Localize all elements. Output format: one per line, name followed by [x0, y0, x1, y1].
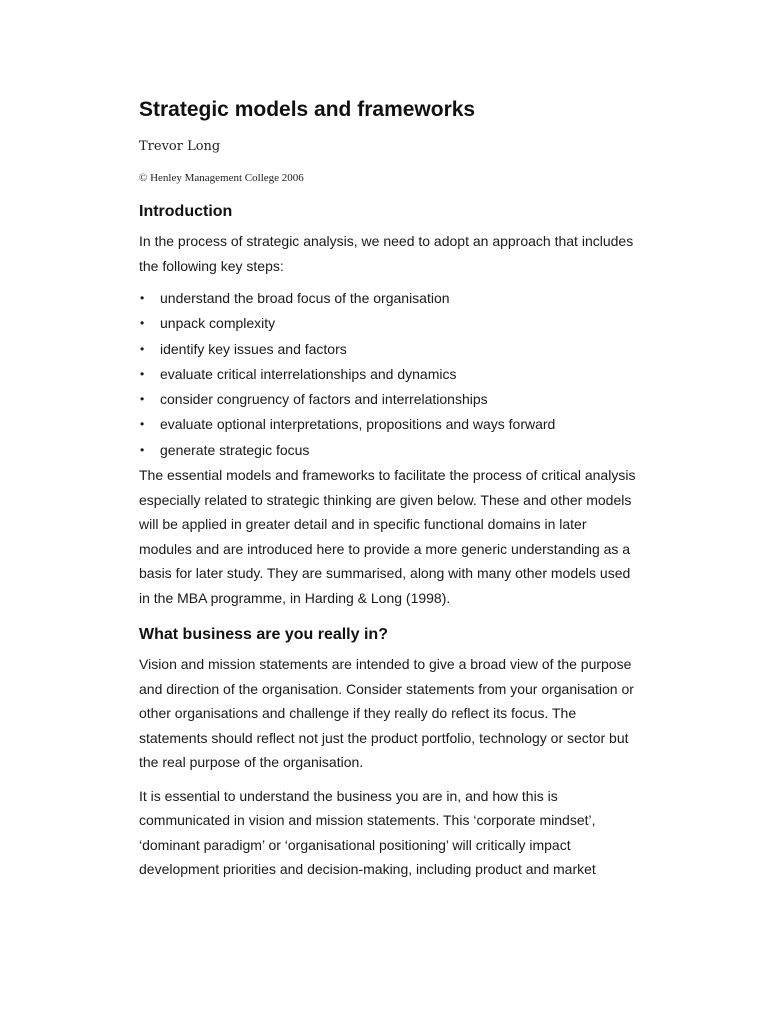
bullet-icon: • [140, 316, 145, 331]
list-item [139, 286, 639, 311]
key-steps-list [139, 286, 639, 463]
list-item [139, 362, 639, 387]
bullet-icon: • [140, 291, 145, 305]
document-page [139, 96, 639, 882]
vision-mission-paragraph: Vision and mission statements are intended to give a broad view of the purpose and direction of the organisation. Consider statements from your organisation or other organisations and challenge if they really do reflect its focus. The statements should reflect not just the product portfolio, technology or sector but the real purpose of the organisation. [139, 656, 634, 771]
list-item-text: generate strategic focus [160, 441, 310, 458]
corporate-mindset-paragraph: It is essential to understand the business you are in, and how this is communicated in vision and mission statements. This ‘corporate mindset’, ‘dominant paradigm’ or ‘organisational positioning’ will critically impact development priorities and decision-making, including product and market [139, 787, 596, 878]
introduction-heading: Introduction [139, 203, 233, 220]
document-title: Strategic models and frameworks [139, 98, 476, 121]
list-item-text: unpack complexity [160, 315, 276, 332]
introduction-paragraph: In the process of strategic analysis, we need to adopt an approach that includes the following key steps: [139, 233, 634, 274]
copyright-notice: © Henley Management College 2006 [139, 172, 304, 184]
list-item [139, 337, 639, 362]
list-item [139, 438, 639, 463]
bullet-icon: • [140, 442, 145, 457]
bullet-icon: • [140, 417, 145, 432]
business-heading: What business are you really in? [139, 626, 388, 644]
list-item-text: identify key issues and factors [160, 340, 347, 357]
list-item-text: understand the broad focus of the organisation [160, 290, 450, 306]
list-item-text: evaluate optional interpretations, propositions and ways forward [160, 416, 556, 433]
list-item-text: evaluate critical interrelationships and dynamics [160, 365, 457, 382]
bullet-icon: • [140, 366, 145, 381]
author-name: Trevor Long [139, 139, 221, 154]
list-item [139, 311, 639, 336]
list-item-text: consider congruency of factors and interrelationships [160, 391, 488, 408]
models-paragraph: The essential models and frameworks to facilitate the process of critical analysis especially related to strategic thinking are given below. These and other models will be applied in greater detail and in specific functional domains in later modules and are introduced here to provide a more generic understanding as a basis for later study. They are summarised, along with many other models used in the MBA programme, in Harding & Long (1998). [139, 467, 636, 606]
list-item [139, 387, 639, 412]
list-item [139, 412, 639, 437]
bullet-icon: • [140, 392, 145, 407]
bullet-icon: • [140, 341, 145, 356]
